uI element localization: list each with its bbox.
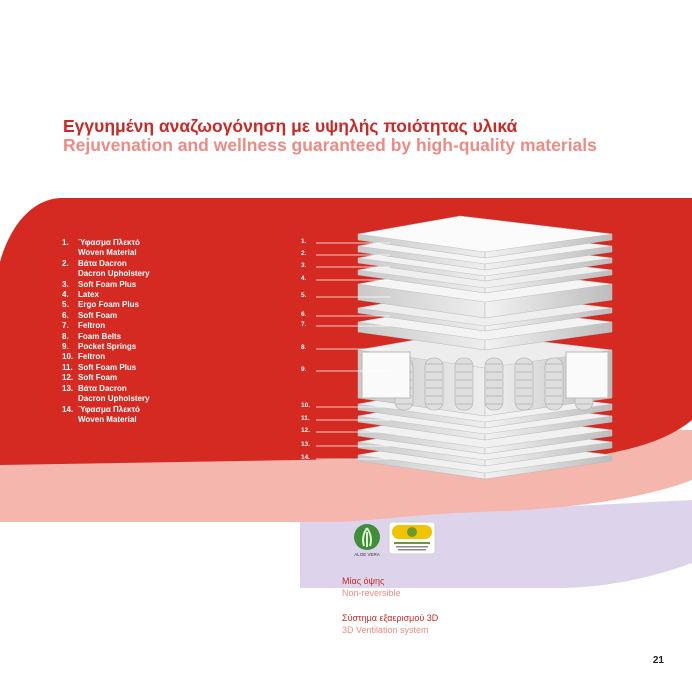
layer-number: 1. (62, 238, 69, 247)
layer-name: Ύφασμα Πλεκτό (78, 404, 140, 414)
callout-number: 10. (301, 402, 311, 409)
callout-number: 12. (301, 427, 311, 434)
page-number: 21 (652, 655, 664, 666)
feature-greek: Σύστημα εξαερισμού 3D (342, 613, 439, 623)
layer-number: 11. (62, 362, 73, 372)
layer-number: 13. (62, 383, 74, 393)
layer-name: Soft Foam Plus (78, 279, 137, 289)
layer-number: 3. (62, 279, 69, 289)
layer-name: Foam Belts (78, 331, 122, 341)
layer-name: Dacron Upholstery (78, 394, 150, 404)
callout-number: 5. (301, 292, 307, 299)
callout-number: 7. (301, 321, 307, 328)
layer-name: Dacron Upholstery (78, 269, 150, 279)
layer-name: Woven Material (78, 248, 137, 258)
layer-name: Feltron (78, 321, 106, 331)
callout-number: 11. (301, 415, 310, 422)
layer-name: Ergo Foam Plus (78, 300, 139, 310)
callout-number: 6. (301, 311, 307, 318)
layer-name: Latex (78, 290, 99, 300)
callout-number: 9. (301, 366, 307, 373)
layer-number: 2. (62, 258, 69, 268)
callout-number: 4. (301, 275, 307, 282)
callout-number: 2. (301, 250, 307, 257)
layer-name: Βάτα Dacron (78, 258, 127, 268)
feature-english: Non-reversible (342, 588, 401, 598)
layer-name: Ύφασμα Πλεκτό (78, 238, 140, 247)
layer-number: 8. (62, 331, 69, 341)
title-greek: Εγγυημένη αναζωογόνηση με υψηλής ποιότητας υλικά (63, 116, 518, 136)
layer-name: Feltron (78, 352, 106, 362)
layer-name: Soft Foam Plus (78, 362, 137, 372)
layer-name: Soft Foam (78, 373, 118, 383)
layer-number: 14. (62, 404, 74, 414)
feature-non-reversible (342, 576, 401, 598)
feature-greek: Μίας όψης (342, 576, 385, 586)
layer-name: Βάτα Dacron (78, 383, 127, 393)
layer-number: 9. (62, 342, 69, 352)
layer-number: 10. (62, 352, 74, 362)
oeko-tex-badge (388, 521, 436, 555)
layer-number: 4. (62, 290, 69, 300)
title-english: Rejuvenation and wellness guaranteed by high-quality materials (63, 135, 597, 155)
feature-3d-ventilation (342, 613, 438, 635)
aloe-badge-label: ALOE VERA (354, 552, 380, 557)
feature-english: 3D Ventilation system (342, 625, 429, 635)
layer-number: 12. (62, 373, 74, 383)
callout-number: 1. (301, 238, 307, 245)
layer-number: 5. (62, 300, 69, 310)
layer-number: 6. (62, 310, 69, 320)
callout-number: 8. (301, 344, 307, 351)
aloe-vera-badge (350, 522, 384, 558)
layer-name: Soft Foam (78, 310, 118, 320)
callout-number: 14. (301, 454, 311, 461)
layer-number: 7. (62, 321, 69, 331)
callout-number: 13. (301, 441, 311, 448)
layer-name: Pocket Springs (78, 342, 137, 352)
callout-number: 3. (301, 262, 307, 269)
layer-name: Woven Material (78, 414, 137, 424)
